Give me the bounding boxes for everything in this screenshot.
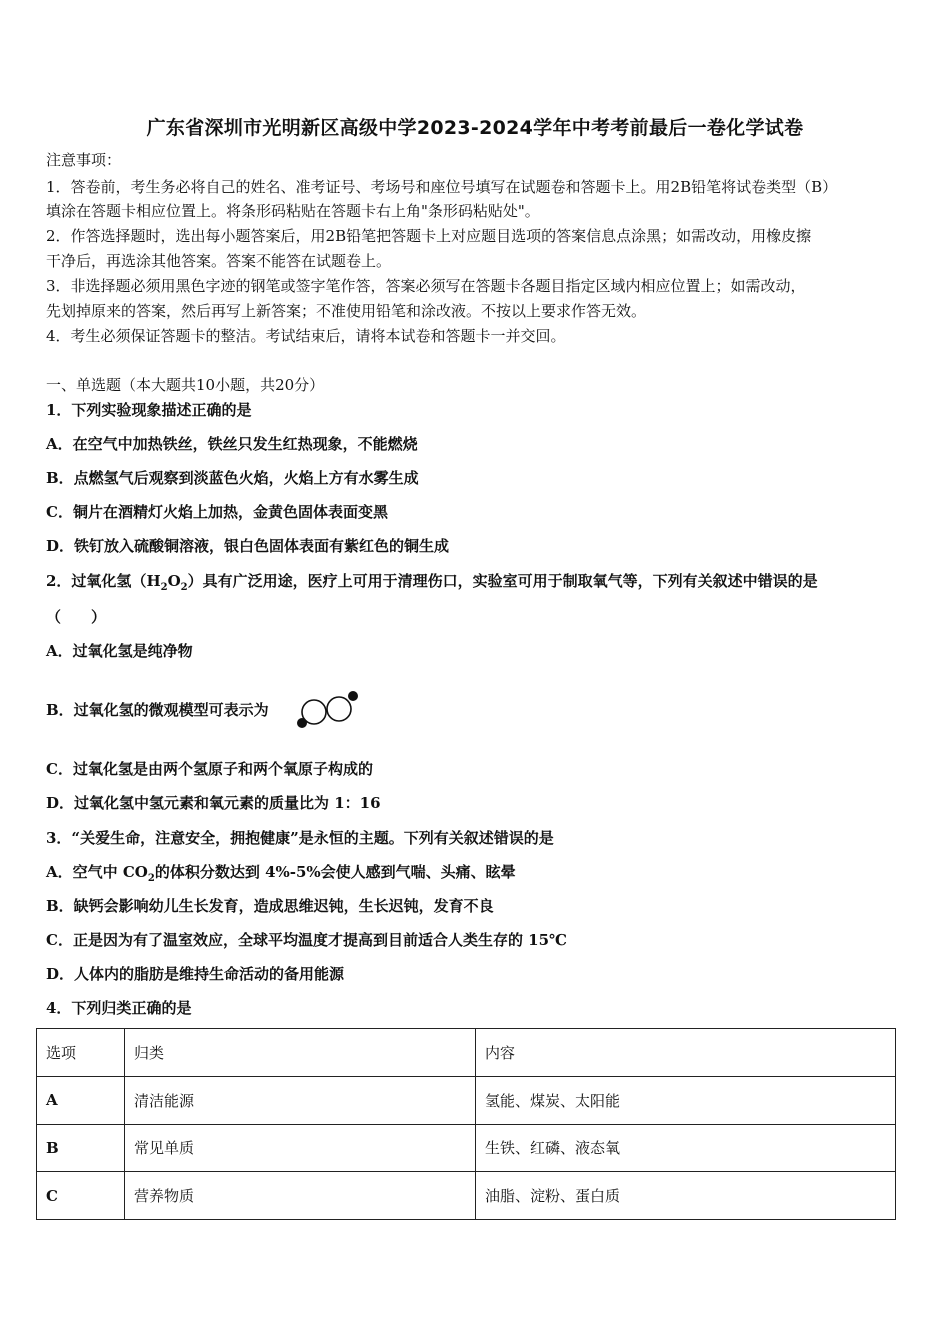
- table-header-cell: 归类: [125, 1029, 476, 1077]
- table-header-cell: 内容: [476, 1029, 896, 1077]
- table-cell-content: 油脂、淀粉、蛋白质: [476, 1172, 896, 1220]
- section-heading: 一、单选题（本大题共10小题，共20分）: [46, 376, 325, 394]
- question-1-option-d: D．铁钉放入硫酸铜溶液，银白色固体表面有紫红色的铜生成: [46, 537, 450, 555]
- table-cell-category: 营养物质: [125, 1172, 476, 1220]
- table-row: [37, 1172, 896, 1220]
- oxygen-atom: [327, 697, 351, 721]
- notes-line: 先划掉原来的答案，然后再写上新答案；不准使用铅笔和涂改液。不按以上要求作答无效。: [46, 302, 647, 320]
- oxygen-atom: [302, 700, 326, 724]
- question-1-stem: 1．下列实验现象描述正确的是: [46, 401, 252, 419]
- table-row: [37, 1076, 896, 1124]
- question-2-answer-paren: （ ）: [46, 608, 107, 626]
- table-cell-category: 常见单质: [125, 1124, 476, 1172]
- h2o2-molecule-model: [292, 690, 362, 734]
- table-cell-category: 清洁能源: [125, 1076, 476, 1124]
- question-2-option-c: C．过氧化氢是由两个氢原子和两个氧原子构成的: [46, 760, 373, 778]
- question-2-stem: 2．过氧化氢$(H_2O_2)$具有广泛用途，医疗上可用于清理伤口，实验室可用于制取氧气等，下列有关叙述中错误的是: [46, 572, 818, 593]
- question-3-option-c: C．正是因为有了温室效应，全球平均温度才提高到目前适合人类生存的 15℃: [46, 931, 568, 949]
- table-cell-content: 氢能、煤炭、太阳能: [476, 1076, 896, 1124]
- table-cell-content: 生铁、红磷、液态氧: [476, 1124, 896, 1172]
- notes-line: 2．作答选择题时，选出每小题答案后，用2B铅笔把答题卡上对应题目选项的答案信息点涂黑；如需改动，用橡皮擦: [46, 227, 812, 245]
- question-2-option-b: B．过氧化氢的微观模型可表示为: [46, 701, 269, 719]
- question-3-option-d: D．人体内的脂肪是维持生命活动的备用能源: [46, 965, 345, 983]
- hydrogen-atom: [348, 691, 358, 701]
- question-4-stem: 4．下列归类正确的是: [46, 999, 192, 1017]
- table-row: [37, 1124, 896, 1172]
- question-2-option-a: A．过氧化氢是纯净物: [46, 642, 193, 660]
- table-cell-option: A: [37, 1076, 125, 1124]
- classification-table: [36, 1028, 896, 1220]
- table-header-cell: 选项: [37, 1029, 125, 1077]
- exam-title: 广东省深圳市光明新区高级中学2023-2024学年中考考前最后一卷化学试卷: [146, 117, 804, 139]
- question-3-option-a: A．空气中 $CO_2$的体积分数达到 4%-5%会使人感到气喘、头痛、眩晕: [46, 863, 516, 884]
- question-3-stem: 3．“关爱生命，注意安全，拥抱健康”是永恒的主题。下列有关叙述错误的是: [46, 829, 554, 847]
- table-header-row: [37, 1029, 896, 1077]
- question-1-option-b: B．点燃氢气后观察到淡蓝色火焰，火焰上方有水雾生成: [46, 469, 419, 487]
- question-1-option-a: A．在空气中加热铁丝，铁丝只发生红热现象，不能燃烧: [46, 435, 418, 453]
- notes-line: 干净后，再选涂其他答案。答案不能答在试题卷上。: [46, 252, 392, 270]
- question-1-option-c: C．铜片在酒精灯火焰上加热，金黄色固体表面变黑: [46, 503, 388, 521]
- table-cell-option: C: [37, 1172, 125, 1220]
- question-3-option-b: B．缺钙会影响幼儿生长发育，造成思维迟钝，生长迟钝，发育不良: [46, 897, 494, 915]
- question-2-option-d: D．过氧化氢中氢元素和氧元素的质量比为 1：16: [46, 794, 381, 812]
- notes-heading: 注意事项：: [46, 151, 122, 169]
- notes-line: 1．答卷前，考生务必将自己的姓名、准考证号、考场号和座位号填写在试题卷和答题卡上。用2B铅笔将试卷类型（B）: [46, 178, 838, 196]
- notes-line: 4．考生必须保证答题卡的整洁。考试结束后，请将本试卷和答题卡一并交回。: [46, 327, 566, 345]
- notes-line: 3．非选择题必须用黑色字迹的钢笔或签字笔作答，答案必须写在答题卡各题目指定区域内相应位置上；如需改动，: [46, 277, 806, 295]
- notes-line: 填涂在答题卡相应位置上。将条形码粘贴在答题卡右上角"条形码粘贴处"。: [46, 202, 540, 220]
- table-cell-option: B: [37, 1124, 125, 1172]
